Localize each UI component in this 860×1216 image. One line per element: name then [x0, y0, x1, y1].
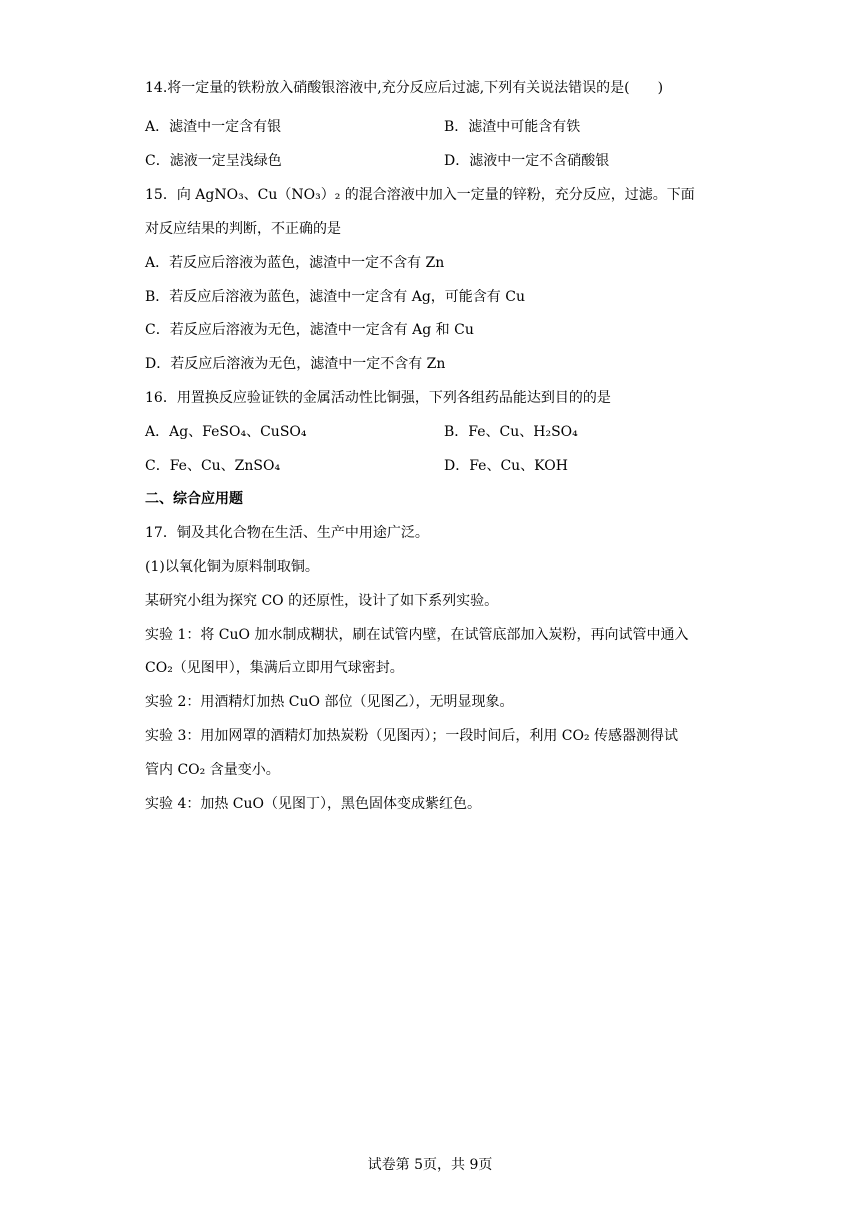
- q14-option-a: A．滤渣中一定含有银: [145, 119, 282, 135]
- q17-part1: (1)以氧化铜为原料制取铜。: [145, 559, 319, 575]
- q15-option-b: B．若反应后溶液为蓝色，滤渣中一定含有 Ag，可能含有 Cu: [145, 289, 525, 305]
- q17-intro: 某研究小组为探究 CO 的还原性，设计了如下系列实验。: [145, 593, 499, 609]
- q17-exp1-line1: 实验 1：将 CuO 加水制成糊状，刷在试管内壁，在试管底部加入炭粉，再向试管中通入: [145, 627, 689, 643]
- q17-stem: 17．铜及其化合物在生活、生产中用途广泛。: [145, 525, 429, 541]
- q14-option-c: C．滤液一定呈浅绿色: [145, 153, 282, 169]
- section-heading: 二、综合应用题: [145, 491, 243, 507]
- q17-exp3-line2: 管内 CO₂ 含量变小。: [145, 762, 280, 778]
- q16-option-a: A．Ag、FeSO₄、CuSO₄: [145, 424, 307, 440]
- q15-option-c: C．若反应后溶液为无色，滤渣中一定含有 Ag 和 Cu: [145, 322, 474, 338]
- q15-stem-line1: 15．向 AgNO₃、Cu（NO₃）₂ 的混合溶液中加入一定量的锌粉，充分反应，过滤。下面: [145, 187, 695, 203]
- q14-option-d: D．滤液中一定不含硝酸银: [444, 153, 610, 169]
- q17-exp4: 实验 4：加热 CuO（见图丁），黑色固体变成紫红色。: [145, 796, 482, 812]
- q15-option-d: D．若反应后溶液为无色，滤渣中一定不含有 Zn: [145, 356, 446, 372]
- q16-option-b: B．Fe、Cu、H₂SO₄: [444, 424, 578, 440]
- q17-exp2: 实验 2：用酒精灯加热 CuO 部位（见图乙），无明显现象。: [145, 694, 514, 710]
- q16-option-c: C．Fe、Cu、ZnSO₄: [145, 458, 281, 474]
- q15-stem-line2: 对反应结果的判断，不正确的是: [145, 221, 341, 237]
- q17-exp1-line2: CO₂（见图甲），集满后立即用气球密封。: [145, 660, 404, 676]
- q14-option-b: B．滤渣中可能含有铁: [444, 119, 581, 135]
- q16-option-d: D．Fe、Cu、KOH: [444, 458, 568, 474]
- q15-option-a: A．若反应后溶液为蓝色，滤渣中一定不含有 Zn: [145, 255, 445, 271]
- q16-stem: 16．用置换反应验证铁的金属活动性比铜强，下列各组药品能达到目的的是: [145, 390, 611, 406]
- q17-exp3-line1: 实验 3：用加网罩的酒精灯加热炭粉（见图丙）；一段时间后，利用 CO₂ 传感器测得试: [145, 728, 679, 744]
- page-footer: 试卷第 5页，共 9页: [367, 1157, 493, 1173]
- q14-stem: 14.将一定量的铁粉放入硝酸银溶液中,充分反应后过滤,下列有关说法错误的是( ): [145, 80, 664, 96]
